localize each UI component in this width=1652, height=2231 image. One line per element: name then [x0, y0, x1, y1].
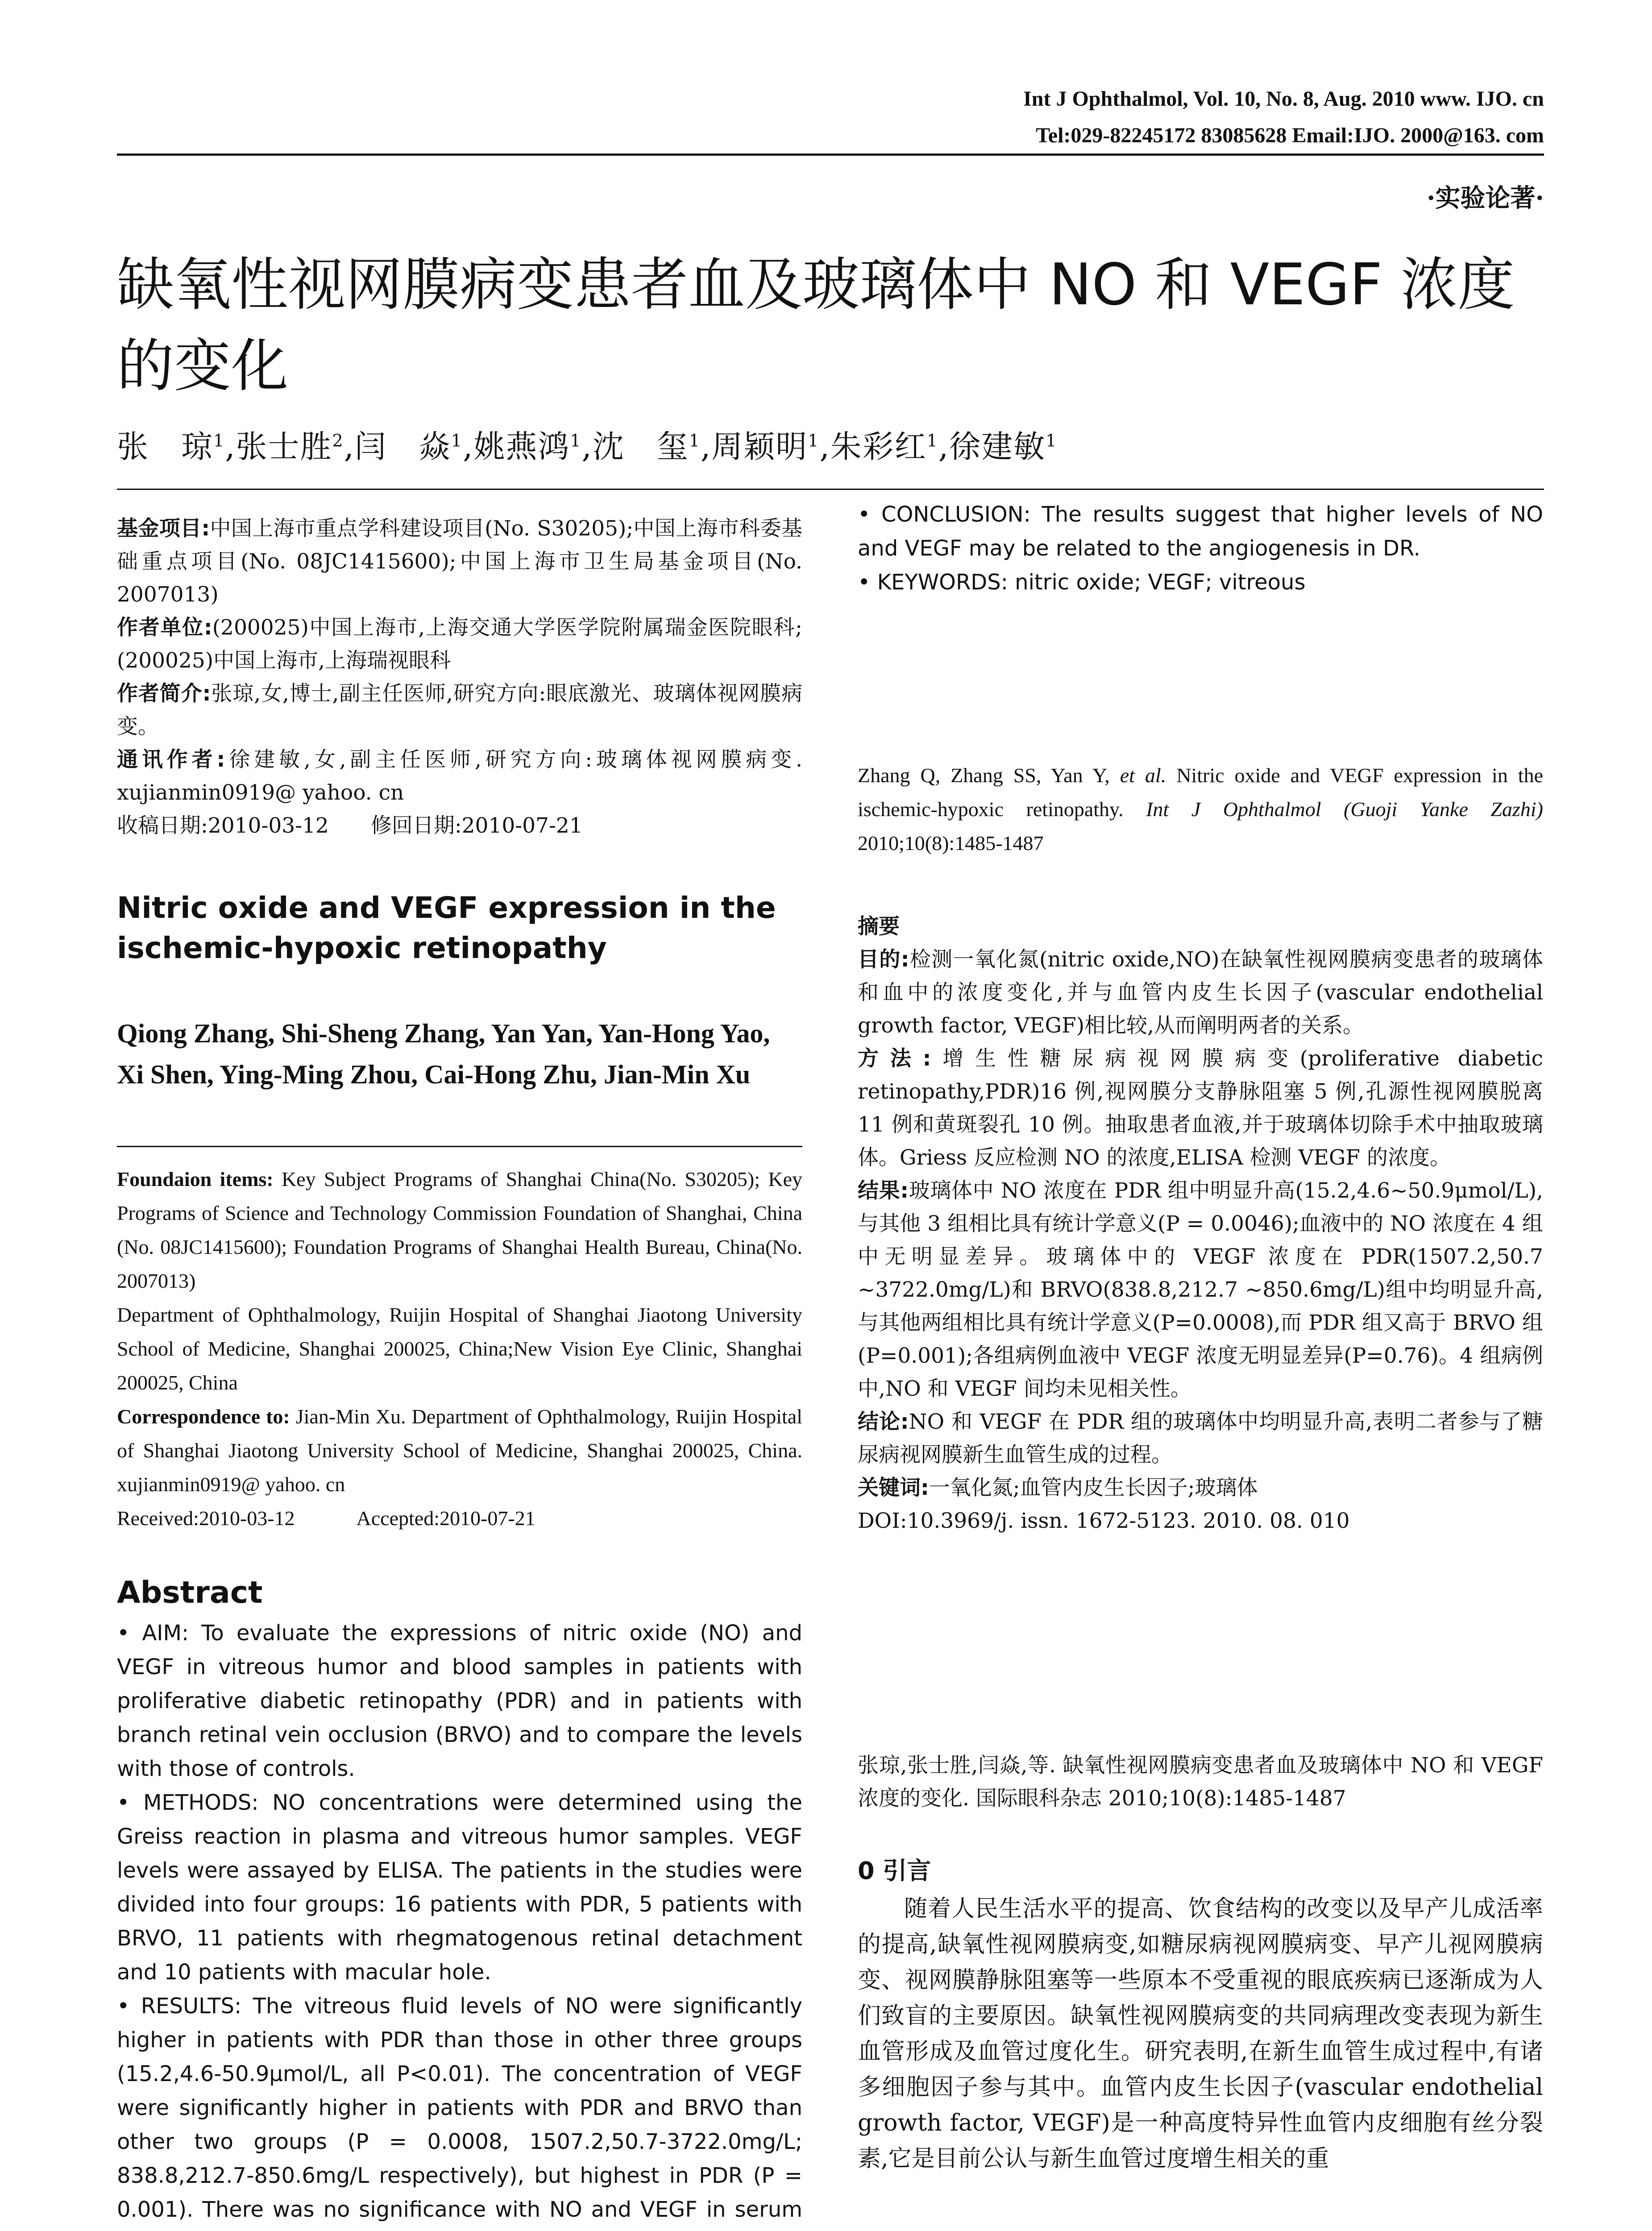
- author: Jian-Min Xu: [603, 1060, 751, 1089]
- author: 张士胜$^2$: [236, 428, 344, 465]
- abstract-results: • RESULTS: The vitreous fluid levels of NO were significantly higher in patients with PDR than those in other three groups (15.2,4.6-50.9μmol/L, all P<0.01). The concentration of VEGF were significantly higher in patients with PDR and BRVO than other two groups (P = 0.0008, 1507.2,50.7-3722.0mg/L; 838.8,212.7-850.6mg/L respectively), but highest in PDR (P = 0.001). There was no significance with NO and VEGF in serum: [117, 1994, 802, 2222]
- abstract-cn: 摘要 目的:检测一氧化氮(nitric oxide,NO)在缺氧性视网膜病变患者的玻璃体和血中的浓度变化,并与血管内皮生长因子(vascular endothelial growth factor, VEGF)相比较,从而阐明两者的关系。 方法:增生性糖尿病视网膜病变(proliferative diabetic retinopathy,PDR)16 例,视网膜分支静脉阻塞 5 例,孔源性视网膜脱离 11 例和黄斑裂孔 10 例。抽取患者血液,并于玻璃体切除手术中抽取玻璃体。Griess 反应检测 NO 的浓度,ELISA 检测 VEGF 的浓度。 结果:玻璃体中 NO 浓度在 PDR 组中明显升高(15.2,4.6~50.9μmol/L),与其他 3 组相比具有统计学意义(P = 0.0046);血液中的 NO 浓度在 4 组中无明显差异。玻璃体中的 VEGF 浓度在 PDR(1507.2,50.7 ~3722.0mg/L)和 BRVO(838.8,212.7 ~850.6mg/L)组中均明显升高,与其他两组相比具有统计学意义(P=0.0008),而 PDR 组又高于 BRVO 组(P=0.001);各组病例血液中 VEGF 浓度无明显差异(P=0.76)。4 组病例中,NO 和 VEGF 间均未见相关性。 结论:NO 和 VEGF 在 PDR 组的玻璃体中均明显升高,表明二者参与了糖尿病视网膜新生血管生成的过程。 关键词:一氧化氮;血管内皮生长因子;玻璃体 DOI:10.3969/j. issn. 1672-5123. 2010. 08. 010: [858, 910, 1543, 1538]
- authors-rule: [117, 489, 1544, 490]
- journal-header-line1: Int J Ophthalmol, Vol. 10, No. 8, Aug. 2010 www. IJO. cn: [1023, 87, 1544, 111]
- author: Ying-Ming Zhou: [219, 1060, 411, 1089]
- author: Xi Shen: [117, 1060, 207, 1089]
- author: 张 琼$^1$: [117, 428, 225, 465]
- abstract-methods: • METHODS: NO concentrations were determined using the Greiss reaction in plasma and vitreous humor samples. VEGF levels were assayed by ELISA. The patients in the studies were divided into four groups: 16 patients with PDR, 5 patients with BRVO, 11 patients with rhegmatogenous retinal detachment and 10 patients with macular hole.: [117, 1790, 802, 1985]
- author: Shi-Sheng Zhang: [281, 1019, 479, 1048]
- abstract-cn-heading: 摘要: [858, 914, 900, 939]
- abstract-aim: • AIM: To evaluate the expressions of nitric oxide (NO) and VEGF in vitreous humor and blood samples in patients with proliferative diabetic retinopathy (PDR) and in patients with branch retinal vein occlusion (BRVO) and to compare the levels with those of controls.: [117, 1621, 802, 1781]
- author: Yan Yan: [491, 1019, 586, 1048]
- author: 姚燕鸿$^1$: [473, 428, 582, 465]
- section-tag: ·实验论著·: [1427, 183, 1544, 213]
- author: 朱彩红$^1$: [830, 428, 938, 465]
- english-title: Nitric oxide and VEGF expression in the ischemic-hypoxic retinopathy: [117, 891, 776, 965]
- author-list-cn: 张 琼$^1$,张士胜$^2$,闫 焱$^1$,姚燕鸿$^1$,沈 玺$^1$,周颖明$^1$,朱彩红$^1$,徐建敏$^1$: [117, 428, 1058, 465]
- abstract-continued: [858, 498, 1543, 599]
- author: 徐建敏$^1$: [949, 428, 1058, 465]
- author-list-en: Qiong Zhang, Shi-Sheng Zhang, Yan Yan, Yan-Hong Yao, Xi Shen, Ying-Ming Zhou, Cai-Hong Zhu, Jian-Min Xu: [117, 1019, 770, 1089]
- abstract-keywords: • KEYWORDS: nitric oxide; VEGF; vitreous: [858, 570, 1306, 595]
- author: Yan-Hong Yao: [598, 1019, 764, 1048]
- divider: [117, 1146, 802, 1147]
- funding-info-en: Foundaion items: Key Subject Programs of Shanghai China(No. S30205); Key Programs of Science and Technology Commission Foundation of Shanghai, China (No. 08JC1415600); Foundation Programs of Shanghai Health Bureau, China(No. 2007013) Department of Ophthalmology, Ruijin Hospital of Shanghai Jiaotong University School of Medicine, Shanghai 200025, China;New Vision Eye Clinic, Shanghai 200025, China Correspondence to: Jian-Min Xu. Department of Ophthalmology, Ruijin Hospital of Shanghai Jiaotong University School of Medicine, Shanghai 200025, China. xujianmin0919@ yahoo. cn Received:2010-03-12 Accepted:2010-07-21: [117, 1168, 803, 1530]
- abstract-conclusion: • CONCLUSION: The results suggest that higher levels of NO and VEGF may be related to the angiogenesis in DR.: [858, 502, 1543, 561]
- author: 闫 焱$^1$: [354, 428, 463, 465]
- abstract-body: [117, 1616, 802, 2231]
- intro-body: 随着人民生活水平的提高、饮食结构的改变以及早产儿成活率的提高,缺氧性视网膜病变,如糖尿病视网膜病变、早产儿视网膜病变、视网膜静脉阻塞等一些原本不受重视的眼底疾病已逐渐成为人们致盲的主要原因。缺氧性视网膜病变的共同病理改变表现为新生血管形成及血管过度化生。研究表明,在新生血管生成过程中,有诸多细胞因子参与其中。血管内皮生长因子(vascular endothelial growth factor, VEGF)是一种高度特异性血管内皮细胞有丝分裂素,它是目前公认与新生血管过度增生相关的重: [858, 1895, 1543, 2172]
- abstract-heading: Abstract: [117, 1575, 263, 1610]
- doi: DOI:10.3969/j. issn. 1672-5123. 2010. 08. 010: [858, 1509, 1350, 1533]
- header-rule: [117, 153, 1544, 156]
- journal-header-line2: Tel:029-82245172 83085628 Email:IJO. 2000@163. com: [1036, 124, 1544, 147]
- funding-info-cn: 基金项目:中国上海市重点学科建设项目(No. S30205);中国上海市科委基础重点项目(No. 08JC1415600);中国上海市卫生局基金项目(No. 2007013) 作者单位:(200025)中国上海市,上海交通大学医学院附属瑞金医院眼科;(200025)中国上海市,上海瑞视眼科 作者简介:张琼,女,博士,副主任医师,研究方向:眼底激光、玻璃体视网膜病变。 通讯作者:徐建敏,女,副主任医师,研究方向:玻璃体视网膜病变. xujianmin0919@ yahoo. cn 收稿日期:2010-03-12 修回日期:2010-07-21: [117, 516, 803, 838]
- author: 沈 玺$^1$: [592, 428, 701, 465]
- author: Cai-Hong Zhu: [424, 1060, 590, 1089]
- citation-cn: 张琼,张士胜,闫焱,等. 缺氧性视网膜病变患者血及玻璃体中 NO 和 VEGF 浓度的变化. 国际眼科杂志 2010;10(8):1485-1487: [858, 1753, 1543, 1811]
- page-title: 缺氧性视网膜病变患者血及玻璃体中 NO 和 VEGF 浓度的变化: [117, 252, 1515, 399]
- citation-en: Zhang Q, Zhang SS, Yan Y, et al. Nitric oxide and VEGF expression in the ischemic-hypoxic retinopathy. Int J Ophthalmol (Guoji Yanke Zazhi) 2010;10(8):1485-1487: [858, 764, 1544, 854]
- author: 周颖明$^1$: [711, 428, 820, 465]
- author: Qiong Zhang: [117, 1019, 268, 1048]
- intro-heading: 0 引言: [858, 1857, 931, 1885]
